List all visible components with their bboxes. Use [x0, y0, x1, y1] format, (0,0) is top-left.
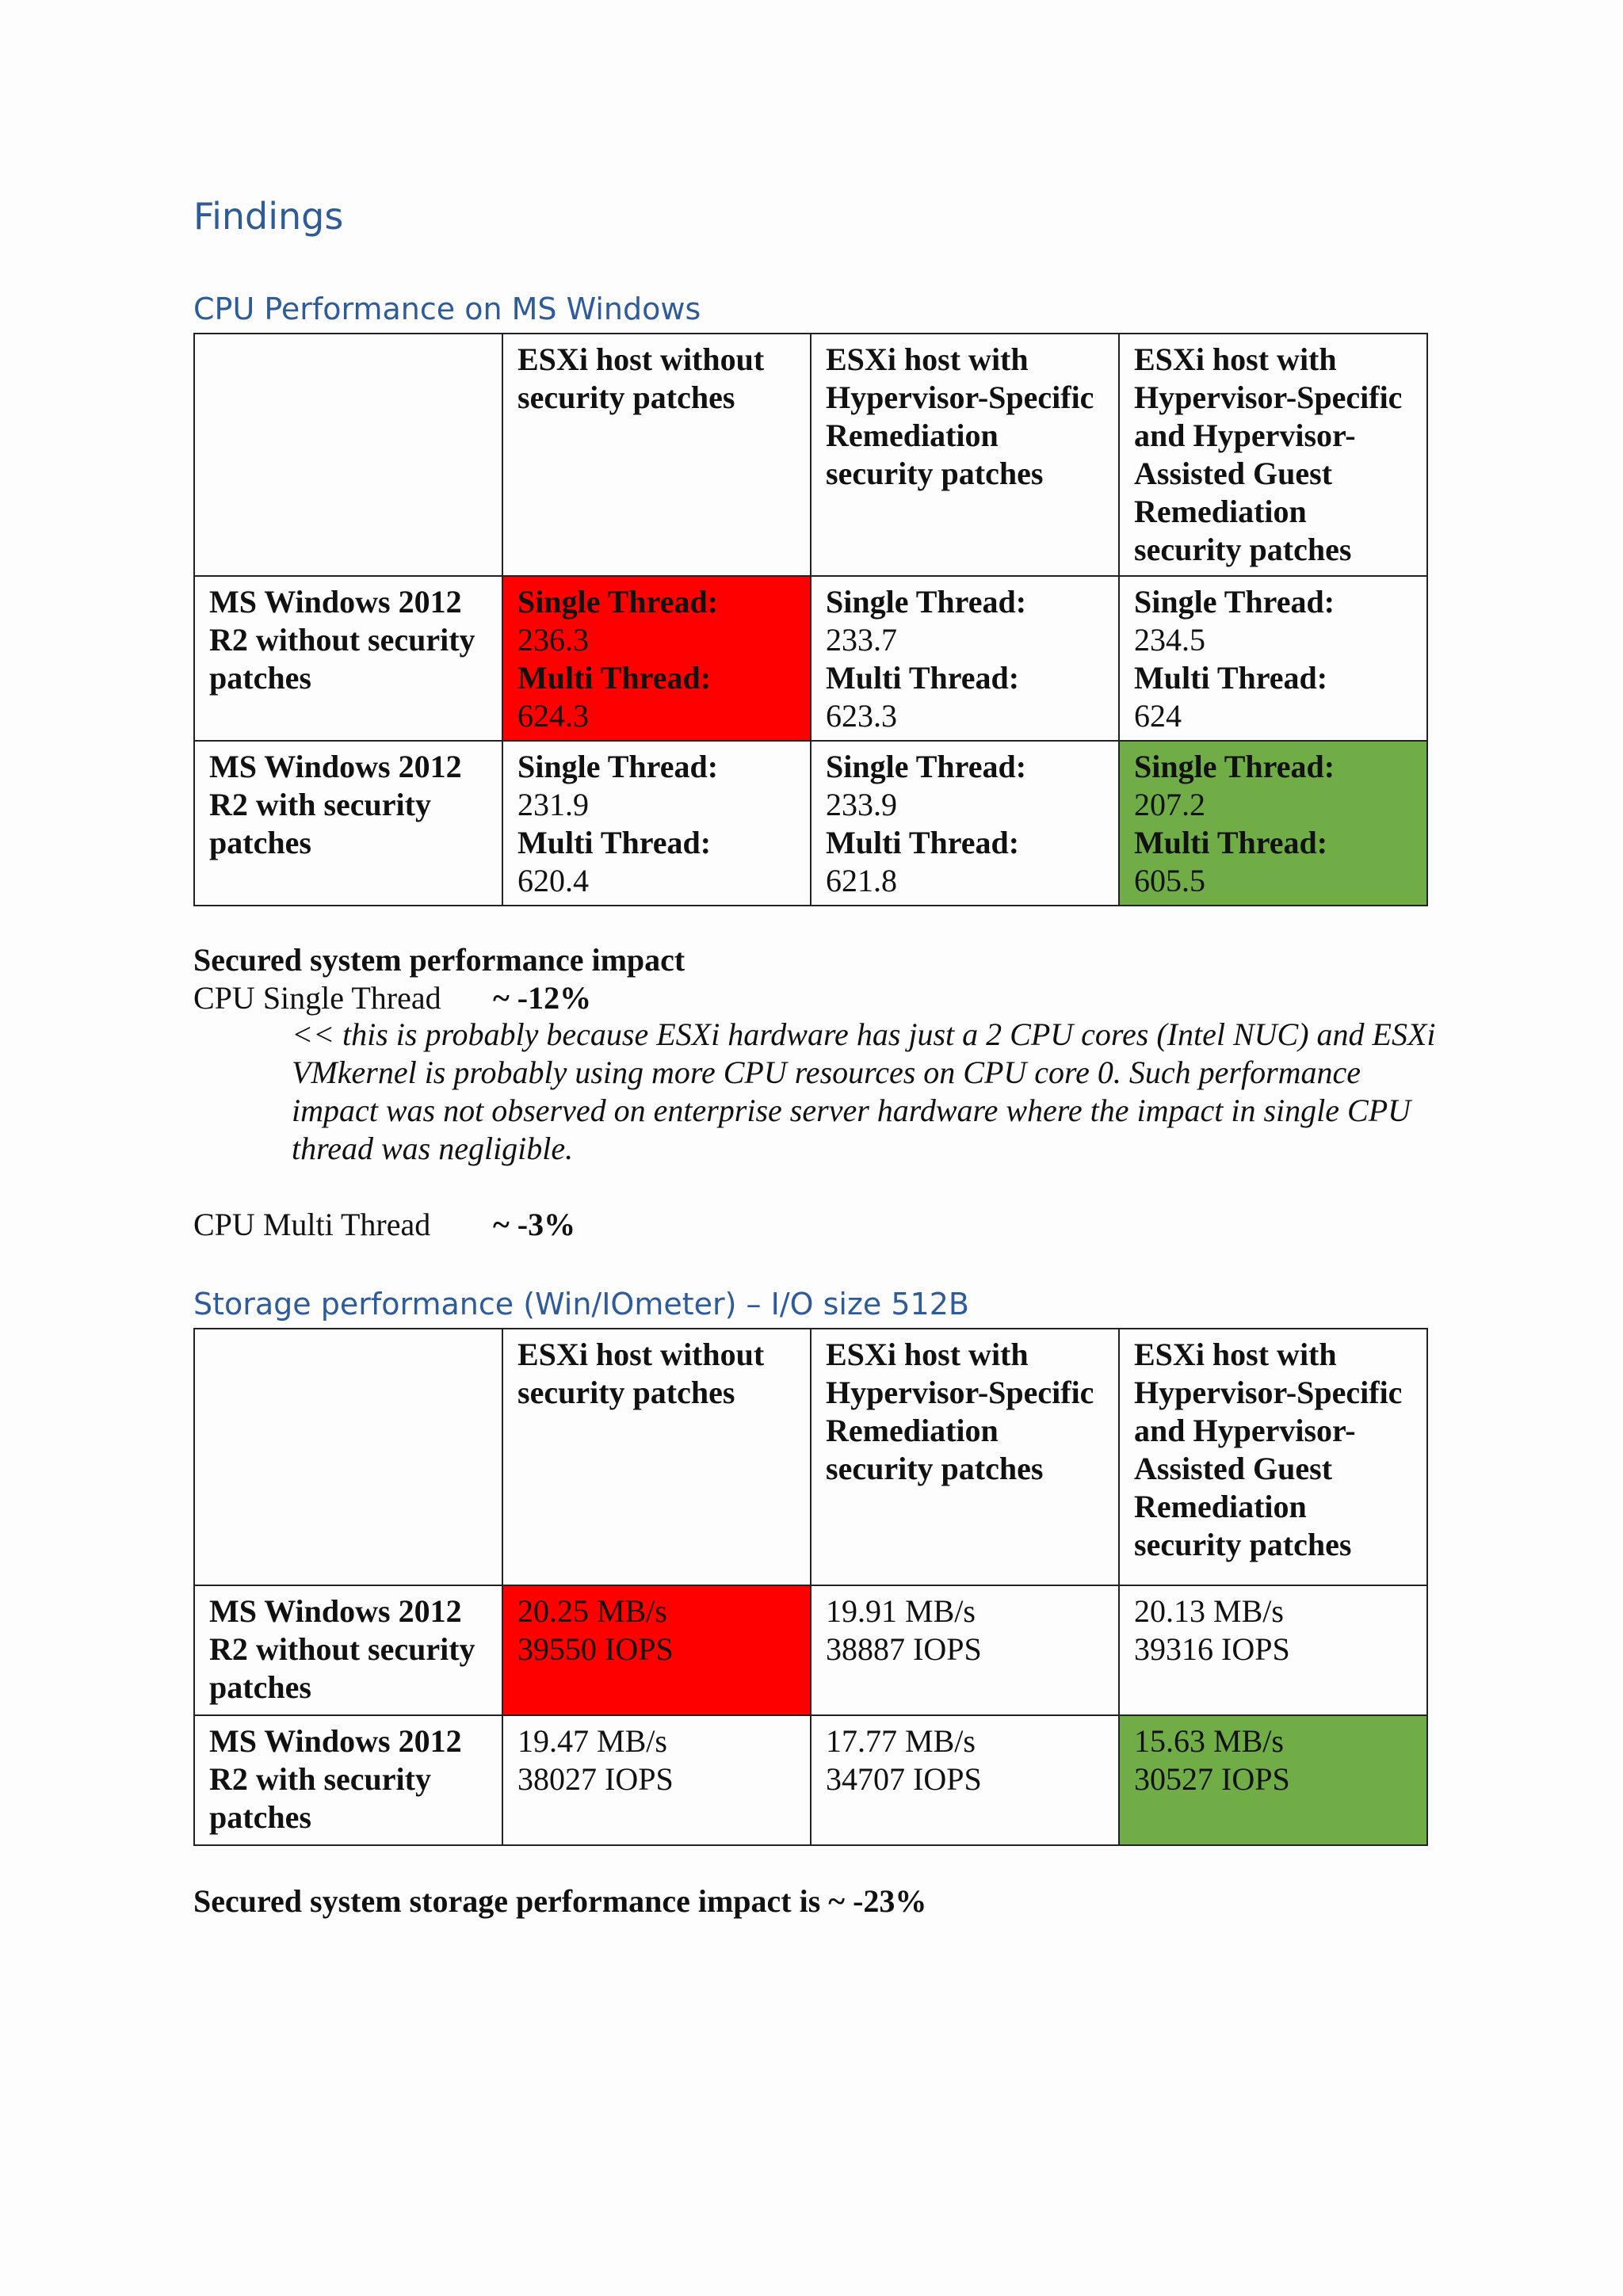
- single-thread-value: 236.3: [517, 622, 589, 658]
- multi-thread-value: 624: [1134, 698, 1182, 734]
- multi-thread-label: Multi Thread:: [1134, 660, 1328, 696]
- result-cell: [1119, 1585, 1427, 1715]
- result-cell: [811, 1715, 1119, 1845]
- cpu-single-impact-note: << this is probably because ESXi hardware has just a 2 CPU cores (Intel NUC) and ESXi VMkernel is probably using more CPU resources on CPU core 0. Such performance impact was not observed on enterprise server hardware where the impact in single CPU thread was negligible.: [292, 1016, 1436, 1166]
- table-header-row: [194, 334, 1427, 576]
- column-header: ESXi host without security patches: [502, 1329, 811, 1585]
- result-cell: [811, 1585, 1119, 1715]
- single-thread-value: 207.2: [1134, 787, 1205, 822]
- multi-thread-label: Multi Thread:: [826, 660, 1020, 696]
- row-label: MS Windows 2012 R2 with security patches: [194, 741, 502, 906]
- row-label: MS Windows 2012 R2 without security patches: [194, 576, 502, 741]
- cpu-single-impact-value: ~ -12%: [493, 980, 592, 1016]
- throughput-value: 19.47 MB/s: [517, 1723, 667, 1759]
- cpu-multi-impact-label: CPU Multi Thread: [193, 1207, 431, 1242]
- row-label: MS Windows 2012 R2 with security patches: [194, 1715, 502, 1845]
- single-thread-label: Single Thread:: [1134, 749, 1335, 784]
- table-row: [194, 1585, 1427, 1715]
- result-cell: [502, 1715, 811, 1845]
- cpu-multi-impact-value: ~ -3%: [493, 1207, 576, 1242]
- iops-value: 38887 IOPS: [826, 1631, 982, 1667]
- empty-corner-cell: [194, 1329, 502, 1585]
- multi-thread-value: 624.3: [517, 698, 589, 734]
- throughput-value: 20.25 MB/s: [517, 1593, 667, 1629]
- result-cell-patched: [1119, 1715, 1427, 1845]
- iops-value: 34707 IOPS: [826, 1761, 982, 1797]
- table-header-row: [194, 1329, 1427, 1585]
- storage-impact-summary: Secured system storage performance impact is ~ -23%: [193, 1883, 927, 1919]
- multi-thread-value: 621.8: [826, 863, 897, 898]
- single-thread-label: Single Thread:: [1134, 584, 1335, 620]
- result-cell: [811, 576, 1119, 741]
- throughput-value: 19.91 MB/s: [826, 1593, 976, 1629]
- result-cell: [811, 741, 1119, 906]
- cpu-single-impact-label: CPU Single Thread: [193, 980, 441, 1016]
- single-thread-value: 233.9: [826, 787, 897, 822]
- cpu-section-heading: CPU Performance on MS Windows: [193, 292, 701, 326]
- storage-section-heading: Storage performance (Win/IOmeter) – I/O size 512B: [193, 1287, 969, 1322]
- single-thread-label: Single Thread:: [826, 749, 1027, 784]
- throughput-value: 15.63 MB/s: [1134, 1723, 1284, 1759]
- throughput-value: 17.77 MB/s: [826, 1723, 976, 1759]
- column-header: ESXi host with Hypervisor-Specific and Hypervisor-Assisted Guest Remediation security patches: [1119, 1329, 1427, 1585]
- column-header: ESXi host without security patches: [502, 334, 811, 576]
- multi-thread-label: Multi Thread:: [1134, 825, 1328, 860]
- empty-corner-cell: [194, 334, 502, 576]
- cpu-performance-table: [193, 333, 1428, 906]
- result-cell: [502, 741, 811, 906]
- result-cell: [1119, 576, 1427, 741]
- cpu-impact-title: Secured system performance impact: [193, 942, 685, 978]
- single-thread-label: Single Thread:: [517, 749, 719, 784]
- multi-thread-value: 623.3: [826, 698, 897, 734]
- result-cell-patched: [1119, 741, 1427, 906]
- single-thread-label: Single Thread:: [826, 584, 1027, 620]
- single-thread-label: Single Thread:: [517, 584, 719, 620]
- iops-value: 38027 IOPS: [517, 1761, 674, 1797]
- table-row: [194, 741, 1427, 906]
- multi-thread-label: Multi Thread:: [517, 660, 712, 696]
- storage-performance-table: [193, 1328, 1428, 1846]
- column-header: ESXi host with Hypervisor-Specific Remediation security patches: [811, 334, 1119, 576]
- table-row: [194, 576, 1427, 741]
- multi-thread-label: Multi Thread:: [517, 825, 712, 860]
- result-cell-baseline: [502, 576, 811, 741]
- single-thread-value: 234.5: [1134, 622, 1205, 658]
- column-header: ESXi host with Hypervisor-Specific and Hypervisor-Assisted Guest Remediation security patches: [1119, 334, 1427, 576]
- page-title: Findings: [193, 195, 344, 238]
- iops-value: 39550 IOPS: [517, 1631, 674, 1667]
- single-thread-value: 233.7: [826, 622, 897, 658]
- multi-thread-value: 620.4: [517, 863, 589, 898]
- result-cell-baseline: [502, 1585, 811, 1715]
- throughput-value: 20.13 MB/s: [1134, 1593, 1284, 1629]
- multi-thread-value: 605.5: [1134, 863, 1205, 898]
- multi-thread-label: Multi Thread:: [826, 825, 1020, 860]
- single-thread-value: 231.9: [517, 787, 589, 822]
- iops-value: 30527 IOPS: [1134, 1761, 1290, 1797]
- iops-value: 39316 IOPS: [1134, 1631, 1290, 1667]
- table-row: [194, 1715, 1427, 1845]
- column-header: ESXi host with Hypervisor-Specific Remediation security patches: [811, 1329, 1119, 1585]
- row-label: MS Windows 2012 R2 without security patches: [194, 1585, 502, 1715]
